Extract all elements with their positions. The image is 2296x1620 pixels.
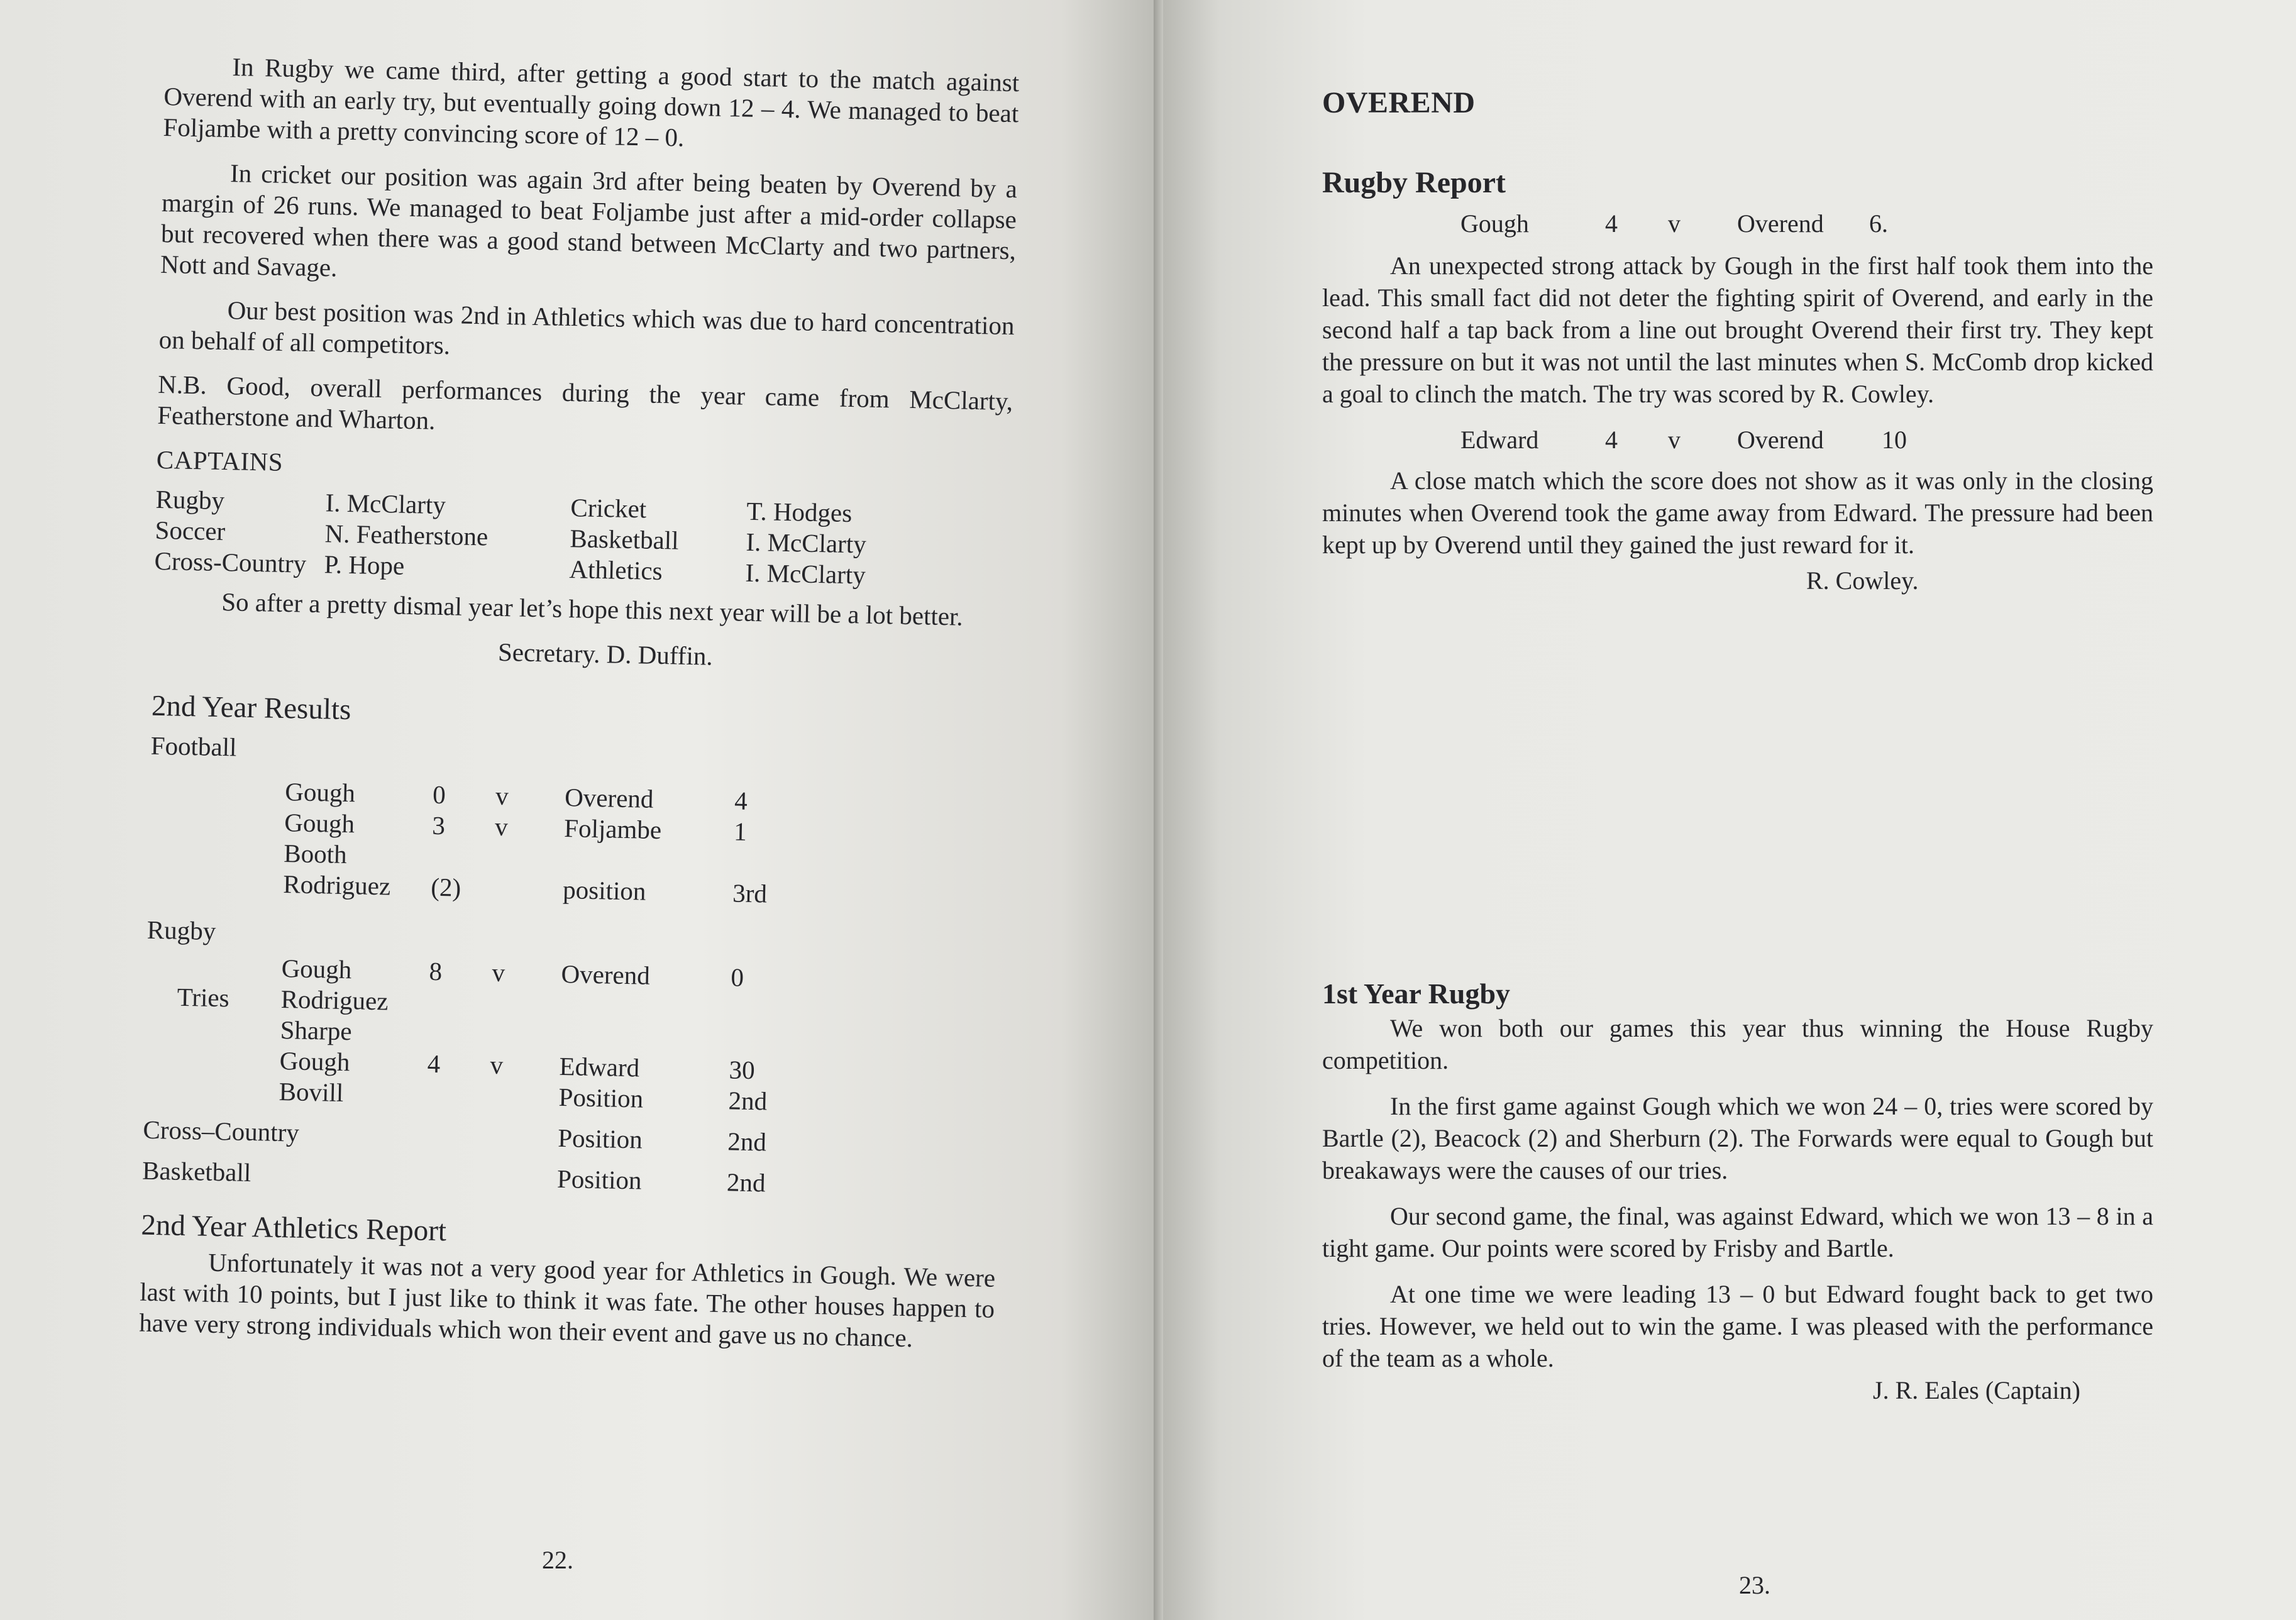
captains-list bbox=[154, 484, 1011, 593]
cross-country-label: Cross–Country bbox=[143, 1115, 300, 1147]
opponent-score: 6. bbox=[1869, 209, 1888, 238]
secretary-signature: Secretary. D. Duffin. bbox=[497, 637, 714, 671]
opponent: Foljambe bbox=[563, 813, 662, 845]
results-heading: 2nd Year Results bbox=[151, 689, 351, 727]
versus bbox=[489, 1081, 559, 1113]
opponent bbox=[560, 1020, 730, 1054]
page-number-right: 23. bbox=[1739, 1571, 1770, 1599]
opponent: Overend bbox=[561, 959, 651, 990]
cricket-summary-paragraph: In cricket our position was again 3rd after being beaten by Overend by a margin of 26 runs. We managed to beat Foljambe just after a mid-order collapse but recovered when there was a good stand between McClarty and two partners, Nott and Savage. bbox=[160, 158, 1018, 282]
athletics-report-paragraph: Unfortunately it was not a very good year for Athletics in Gough. We were last with 10 points, but I just like to think it was fate. The other houses happen to have very strong individuals which won their event and gave us no chance. bbox=[138, 1247, 996, 1353]
score bbox=[431, 841, 495, 873]
team: Sharpe bbox=[280, 1015, 353, 1046]
score: 0 bbox=[432, 780, 446, 810]
opponent-score: 4 bbox=[734, 786, 748, 815]
team: Booth bbox=[283, 839, 348, 869]
rugby-report-heading: Rugby Report bbox=[1322, 166, 1506, 199]
team: Gough bbox=[1460, 209, 1529, 238]
versus: v bbox=[1668, 426, 1681, 454]
first-year-rugby-heading: 1st Year Rugby bbox=[1322, 978, 1511, 1010]
opponent: Overend bbox=[1737, 426, 1824, 454]
opponent-score bbox=[730, 993, 1001, 1029]
rugby-results bbox=[143, 951, 1002, 1121]
versus: v bbox=[494, 812, 509, 842]
captain-sport: Soccer bbox=[155, 515, 226, 546]
football-label: Football bbox=[150, 730, 237, 762]
nb-paragraph: N.B. Good, overall performances during the year came from McClarty, Featherstone and Wharton. bbox=[157, 369, 1013, 435]
book-gutter bbox=[1154, 0, 1163, 1620]
team: Gough bbox=[281, 954, 352, 984]
team: Rodriguez bbox=[280, 984, 389, 1016]
opponent-score: 1 bbox=[733, 817, 748, 846]
score: (2) bbox=[430, 872, 461, 902]
opponent bbox=[560, 989, 731, 1023]
score: 8 bbox=[429, 956, 443, 986]
cross-country-result bbox=[143, 1115, 998, 1162]
opponent-score: 10 bbox=[1882, 426, 1907, 454]
team: Gough bbox=[284, 777, 356, 808]
left-page-text bbox=[139, 50, 1020, 1355]
captain-name: I. McClarty bbox=[325, 488, 446, 520]
opponent-score: 2nd bbox=[728, 1086, 768, 1116]
team: Edward bbox=[1460, 426, 1539, 454]
captain-name: I. McClarty bbox=[745, 558, 866, 590]
captain-name: T. Hodges bbox=[746, 496, 853, 528]
captain-sport: Cricket bbox=[570, 493, 647, 524]
score bbox=[428, 1018, 491, 1050]
score: 3 bbox=[431, 810, 446, 840]
opponent: Overend bbox=[564, 783, 654, 813]
versus bbox=[491, 988, 561, 1020]
team: Gough bbox=[279, 1045, 350, 1077]
versus bbox=[494, 842, 564, 874]
position-label: Position bbox=[556, 1164, 642, 1195]
football-results bbox=[148, 774, 1005, 914]
score: 4 bbox=[427, 1049, 441, 1079]
opponent-score: 0 bbox=[731, 962, 744, 992]
versus bbox=[494, 873, 563, 905]
opponent: Edward bbox=[559, 1051, 640, 1083]
versus: v bbox=[495, 781, 509, 811]
team: Rodriguez bbox=[282, 869, 391, 901]
closing-paragraph: So after a pretty dismal year let’s hope this next year will be a lot better. bbox=[221, 587, 964, 631]
opponent: Position bbox=[558, 1082, 644, 1113]
rugby-summary-paragraph: In Rugby we came third, after getting a good start to the match against Overend with an early try, but eventually going down 12 – 4. We managed to beat Foljambe with a pretty convincing score of 12 – 0. bbox=[163, 52, 1020, 152]
score: 4 bbox=[1605, 426, 1618, 454]
position-value: 2nd bbox=[726, 1167, 766, 1198]
first-year-para2: In the first game against Gough which we won 24 – 0, tries were scored by Bartle (2), Beacock (2) and Sherburn (2). The Forwards were equal to Gough but breakaways were the causes of our tries. bbox=[1322, 1092, 2153, 1184]
opponent-score bbox=[733, 847, 1004, 883]
versus: v bbox=[1668, 209, 1681, 238]
opponent-score bbox=[729, 1023, 1000, 1060]
versus: v bbox=[492, 957, 505, 988]
first-year-para1: We won both our games this year thus winning the House Rugby competition. bbox=[1322, 1014, 2153, 1074]
opponent bbox=[563, 844, 734, 878]
captain-sport: Basketball bbox=[570, 524, 680, 555]
score bbox=[426, 1079, 490, 1111]
opponent-score: 30 bbox=[729, 1055, 756, 1085]
versus bbox=[490, 1019, 560, 1051]
captains-heading: CAPTAINS bbox=[156, 444, 284, 477]
eales-signature: J. R. Eales (Captain) bbox=[1873, 1376, 2080, 1404]
captain-name: N. Featherstone bbox=[324, 519, 488, 551]
athletics-summary-paragraph: Our best position was 2nd in Athletics which was due to hard concentration on behalf of all competitors. bbox=[158, 295, 1015, 360]
cowley-signature: R. Cowley. bbox=[1806, 566, 1919, 595]
versus: v bbox=[490, 1050, 504, 1080]
position-value: 2nd bbox=[727, 1127, 767, 1157]
rugby-label: Rugby bbox=[146, 915, 216, 945]
first-year-para3: Our second game, the final, was against Edward, which we won 13 – 8 in a tight game. Our points were scored by Frisby and Bartle. bbox=[1322, 1202, 2153, 1262]
team: Gough bbox=[284, 808, 355, 839]
score: 4 bbox=[1605, 209, 1618, 238]
opponent: position bbox=[562, 874, 646, 906]
athletics-report-heading: 2nd Year Athletics Report bbox=[140, 1208, 447, 1248]
basketball-label: Basketball bbox=[141, 1155, 251, 1187]
opponent-score: 3rd bbox=[732, 878, 768, 908]
position-label: Position bbox=[557, 1123, 643, 1154]
basketball-result bbox=[142, 1155, 998, 1203]
captain-sport: Cross-Country bbox=[154, 546, 307, 578]
team: Bovill bbox=[279, 1076, 344, 1108]
tries-label: Tries bbox=[177, 982, 230, 1013]
score bbox=[428, 987, 492, 1019]
right-page-text bbox=[1322, 87, 2153, 1406]
match1-paragraph: An unexpected strong attack by Gough in the first half took them into the lead. This small fact did not deter the fighting spirit of Overend, and early in the second half a tap back from a line out brought Overend their first try. They kept the pressure on but it was not until the last minutes when S. McComb drop kicked a goal to clinch the match. The try was scored by R. Cowley. bbox=[1322, 251, 2153, 408]
match-score-line bbox=[1460, 424, 2153, 456]
captain-sport: Athletics bbox=[569, 554, 663, 586]
match-score-line bbox=[1460, 207, 2153, 240]
match2-paragraph: A close match which the score does not show as it was only in the closing minutes when Overend took the game away from Edward. The pressure had been kept up by Overend until they gained the just reward for it. bbox=[1322, 466, 2153, 559]
captain-sport: Rugby bbox=[155, 484, 225, 515]
opponent: Overend bbox=[1737, 209, 1824, 238]
captain-name: I. McClarty bbox=[746, 527, 867, 559]
house-title: OVEREND bbox=[1322, 86, 1476, 119]
first-year-para4: At one time we were leading 13 – 0 but Edward fought back to get two tries. However, we held out to win the game. I was pleased with the performance of the team as a whole. bbox=[1322, 1280, 2153, 1372]
page-number-left: 22. bbox=[542, 1546, 573, 1574]
captain-name: P. Hope bbox=[324, 549, 405, 580]
